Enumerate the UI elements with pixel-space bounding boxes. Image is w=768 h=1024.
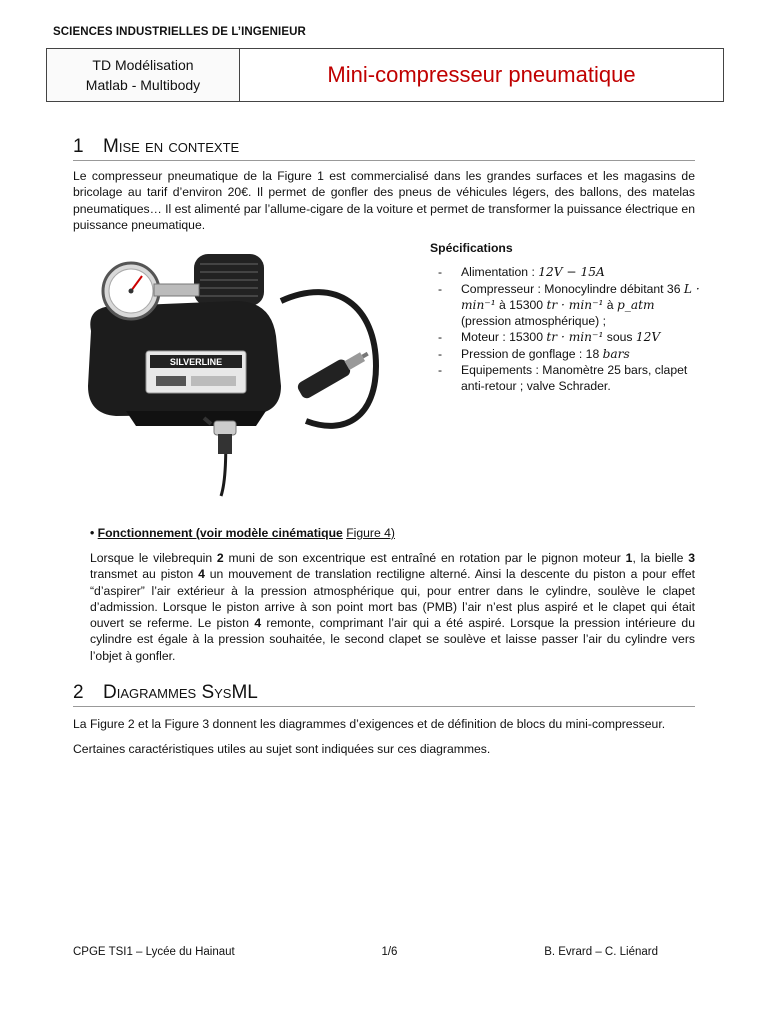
sysml-paragraph-2: Certaines caractéristiques utiles au sujet sont indiquées sur ces diagrammes.	[73, 742, 491, 756]
sysml-paragraph-1: La Figure 2 et la Figure 3 donnent les diagrammes d’exigences et de définition de blocs du mini-compresseur.	[73, 717, 666, 731]
figure-4-link[interactable]: Figure 4)	[346, 526, 395, 540]
footer-page-number: 1/6	[381, 946, 398, 958]
section-2-title: Diagrammes SysML	[103, 682, 258, 703]
fonctionnement-paragraph: Lorsque le vilebrequin 2 muni de son excentrique est entraîné en rotation par le pignon moteur 1, la bielle 3 transmet au piston 4 un mouvement de translation rectiligne alterné. Ainsi la descente du piston a pour effet “d’aspirer” l’air extérieur à la pression atmosphérique qui, pour entrer dans le cylindre, soulève le clapet d’admission. Lorsque le piston arrive à son point mort bas (PMB) l’air n’est plus aspiré et le clapet qui était ouvert se referme. Le piston 4 remonte, comprimant l’air qui a été aspiré. Lorsque la pression intérieure du cylindre est égale à la pression souhaitée, le second clapet se soulève et laisse passer l’air du cylindre vers l’objet à gonfler.	[90, 551, 695, 663]
specifications-panel	[430, 240, 700, 395]
spec-item-moteur: - Moteur : 15300 tr · min⁻¹ sous 12V	[430, 329, 700, 345]
td-line-1: TD Modélisation	[92, 57, 194, 73]
section-1-heading	[73, 136, 695, 161]
section-1-number: 1	[73, 136, 84, 157]
spec-item-compresseur: - Compresseur : Monocylindre débitant 36 L · min⁻¹ à 15300 tr · min⁻¹ à p_atm (pression atmosphérique) ;	[430, 281, 700, 330]
section-2-number: 2	[73, 682, 84, 703]
cigarette-plug	[296, 346, 373, 401]
brand-label: SILVERLINE	[169, 357, 223, 367]
valve-connector	[204, 418, 236, 454]
spec-item-pression: - Pression de gonflage : 18 bars	[430, 346, 700, 362]
document-title: Mini-compresseur pneumatique	[327, 62, 636, 87]
section-2-heading	[73, 682, 695, 707]
title-box	[46, 48, 724, 102]
course-header: SCIENCES INDUSTRIELLES DE L’INGENIEUR	[53, 26, 306, 38]
compressor-image	[76, 246, 396, 501]
fonctionnement-heading: • Fonctionnement (voir modèle cinématique Figure 4)	[90, 526, 395, 540]
section-1-title: Mise en contexte	[103, 136, 240, 157]
specs-title: Spécifications	[430, 241, 513, 255]
td-label	[47, 49, 240, 101]
spec-item-equipements: - Equipements : Manomètre 25 bars, clapet anti-retour ; valve Schrader.	[430, 362, 700, 395]
td-line-2: Matlab - Multibody	[85, 77, 201, 93]
spec-item-alimentation: - Alimentation : 12V − 15A	[430, 264, 700, 280]
footer-authors: B. Evrard – C. Liénard	[544, 946, 658, 958]
page-footer	[73, 946, 658, 958]
specs-list	[430, 264, 700, 394]
footer-school: CPGE TSI1 – Lycée du Hainaut	[73, 946, 235, 958]
context-paragraph: Le compresseur pneumatique de la Figure 1 est commercialisé dans les grandes surfaces et les magasins de bricolage au tarif d’environ 20€. Il permet de gonfler des pneus de véhicules légers, des ballons, des matelas pneumatiques… Il est alimenté par l’allume-cigare de la voiture et permet de transformer la puissance électrique en puissance pneumatique.	[73, 169, 695, 232]
